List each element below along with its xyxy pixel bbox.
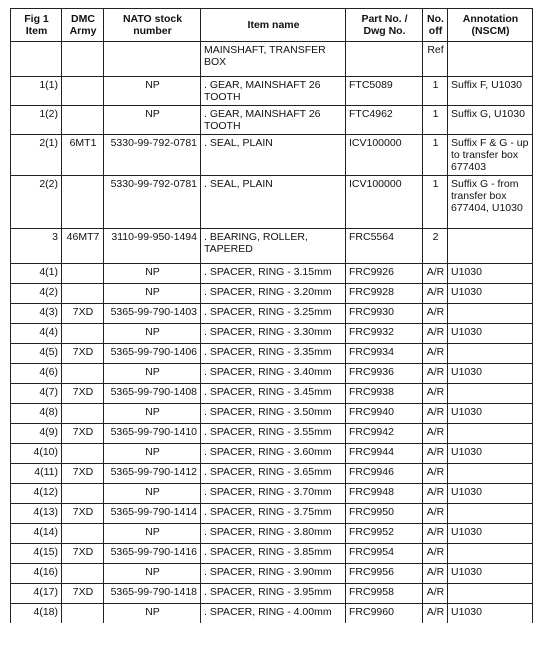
qty-cell: A/R bbox=[423, 444, 448, 464]
annotation-cell: U1030 bbox=[448, 564, 533, 584]
nsn-cell: 3110-99-950-1494 bbox=[104, 229, 201, 264]
dmc-cell: 7XD bbox=[62, 464, 104, 484]
part-no-cell: ICV100000 bbox=[346, 176, 423, 229]
dmc-cell bbox=[62, 564, 104, 584]
qty-cell: A/R bbox=[423, 584, 448, 604]
qty-cell: A/R bbox=[423, 604, 448, 624]
item-name-cell: . SPACER, RING - 3.45mm bbox=[201, 384, 346, 404]
dmc-cell: 7XD bbox=[62, 424, 104, 444]
table-row bbox=[11, 424, 533, 444]
nsn-cell: NP bbox=[104, 444, 201, 464]
nsn-cell: 5365-99-790-1406 bbox=[104, 344, 201, 364]
qty-cell: A/R bbox=[423, 304, 448, 324]
nsn-cell: NP bbox=[104, 284, 201, 304]
qty-cell: 1 bbox=[423, 106, 448, 135]
nsn-cell: 5365-99-790-1408 bbox=[104, 384, 201, 404]
dmc-cell bbox=[62, 284, 104, 304]
item-name-cell: . SPACER, RING - 3.60mm bbox=[201, 444, 346, 464]
nsn-cell: NP bbox=[104, 404, 201, 424]
qty-cell: 1 bbox=[423, 77, 448, 106]
table-row bbox=[11, 304, 533, 324]
dmc-cell: 7XD bbox=[62, 384, 104, 404]
nsn-cell: 5365-99-790-1414 bbox=[104, 504, 201, 524]
table-row bbox=[11, 504, 533, 524]
nsn-cell: NP bbox=[104, 604, 201, 624]
annotation-cell bbox=[448, 544, 533, 564]
nsn-cell: 5365-99-790-1412 bbox=[104, 464, 201, 484]
table-row bbox=[11, 364, 533, 384]
annotation-cell bbox=[448, 424, 533, 444]
table-row bbox=[11, 544, 533, 564]
nsn-cell: 5365-99-790-1410 bbox=[104, 424, 201, 444]
item-name-cell: . SPACER, RING - 3.25mm bbox=[201, 304, 346, 324]
fig-item-cell: 4(8) bbox=[11, 404, 62, 424]
item-name-cell: . BEARING, ROLLER, TAPERED bbox=[201, 229, 346, 264]
table-row bbox=[11, 464, 533, 484]
nsn-cell: 5365-99-790-1418 bbox=[104, 584, 201, 604]
annotation-cell: Suffix G, U1030 bbox=[448, 106, 533, 135]
qty-cell: A/R bbox=[423, 544, 448, 564]
dmc-cell: 7XD bbox=[62, 544, 104, 564]
item-name-cell: . GEAR, MAINSHAFT 26 TOOTH bbox=[201, 106, 346, 135]
annotation-cell bbox=[448, 584, 533, 604]
parts-list bbox=[10, 8, 533, 623]
item-name-cell: . SPACER, RING - 3.75mm bbox=[201, 504, 346, 524]
part-no-cell: FRC9958 bbox=[346, 584, 423, 604]
fig-item-cell: 4(1) bbox=[11, 264, 62, 284]
annotation-cell bbox=[448, 504, 533, 524]
table-row bbox=[11, 229, 533, 264]
dmc-cell bbox=[62, 524, 104, 544]
item-name-cell: . SPACER, RING - 3.70mm bbox=[201, 484, 346, 504]
annotation-cell: Suffix G - from transfer box 677404, U1030 bbox=[448, 176, 533, 229]
item-name-cell: . SPACER, RING - 3.90mm bbox=[201, 564, 346, 584]
annotation-cell: Suffix F & G - up to transfer box 677403 bbox=[448, 135, 533, 176]
annotation-cell: U1030 bbox=[448, 444, 533, 464]
qty-cell: A/R bbox=[423, 344, 448, 364]
item-name-cell: . SPACER, RING - 3.20mm bbox=[201, 284, 346, 304]
fig-item-cell: 4(3) bbox=[11, 304, 62, 324]
qty-cell: A/R bbox=[423, 324, 448, 344]
fig-item-cell: 4(17) bbox=[11, 584, 62, 604]
nsn-cell: NP bbox=[104, 264, 201, 284]
table-row bbox=[11, 176, 533, 229]
fig-item-cell bbox=[11, 42, 62, 77]
dmc-cell: 6MT1 bbox=[62, 135, 104, 176]
part-no-cell: FRC9932 bbox=[346, 324, 423, 344]
part-no-cell: FRC9940 bbox=[346, 404, 423, 424]
part-no-cell: FRC9950 bbox=[346, 504, 423, 524]
part-no-cell: FRC9960 bbox=[346, 604, 423, 624]
fig-item-cell: 4(15) bbox=[11, 544, 62, 564]
dmc-cell: 7XD bbox=[62, 304, 104, 324]
col-header-item-name: Item name bbox=[201, 9, 346, 42]
table-row bbox=[11, 284, 533, 304]
table-row bbox=[11, 264, 533, 284]
annotation-cell bbox=[448, 304, 533, 324]
nsn-cell: NP bbox=[104, 524, 201, 544]
fig-item-cell: 4(7) bbox=[11, 384, 62, 404]
item-name-cell: . SPACER, RING - 3.95mm bbox=[201, 584, 346, 604]
annotation-cell: U1030 bbox=[448, 604, 533, 624]
fig-item-cell: 4(2) bbox=[11, 284, 62, 304]
part-no-cell: FRC9942 bbox=[346, 424, 423, 444]
item-name-cell: . SEAL, PLAIN bbox=[201, 135, 346, 176]
annotation-cell: U1030 bbox=[448, 404, 533, 424]
fig-item-cell: 4(16) bbox=[11, 564, 62, 584]
table-row bbox=[11, 444, 533, 464]
part-no-cell: FRC9930 bbox=[346, 304, 423, 324]
item-name-cell: . SPACER, RING - 3.50mm bbox=[201, 404, 346, 424]
annotation-cell: U1030 bbox=[448, 284, 533, 304]
item-name-cell: MAINSHAFT, TRANSFER BOX bbox=[201, 42, 346, 77]
nsn-cell: NP bbox=[104, 364, 201, 384]
table-row bbox=[11, 524, 533, 544]
nsn-cell: 5330-99-792-0781 bbox=[104, 176, 201, 229]
table-row bbox=[11, 42, 533, 77]
nsn-cell: NP bbox=[104, 484, 201, 504]
fig-item-cell: 4(13) bbox=[11, 504, 62, 524]
part-no-cell: FRC9952 bbox=[346, 524, 423, 544]
dmc-cell: 7XD bbox=[62, 344, 104, 364]
qty-cell: A/R bbox=[423, 424, 448, 444]
part-no-cell: FTC5089 bbox=[346, 77, 423, 106]
qty-cell: 1 bbox=[423, 135, 448, 176]
fig-item-cell: 1(1) bbox=[11, 77, 62, 106]
item-name-cell: . SPACER, RING - 4.00mm bbox=[201, 604, 346, 624]
qty-cell: Ref bbox=[423, 42, 448, 77]
dmc-cell bbox=[62, 106, 104, 135]
dmc-cell bbox=[62, 404, 104, 424]
fig-item-cell: 4(6) bbox=[11, 364, 62, 384]
annotation-cell bbox=[448, 344, 533, 364]
annotation-cell: Suffix F, U1030 bbox=[448, 77, 533, 106]
fig-item-cell: 4(14) bbox=[11, 524, 62, 544]
annotation-cell: U1030 bbox=[448, 264, 533, 284]
col-header-annotation: Annotation (NSCM) bbox=[448, 9, 533, 42]
qty-cell: A/R bbox=[423, 264, 448, 284]
header-row bbox=[11, 9, 533, 42]
part-no-cell: FRC9934 bbox=[346, 344, 423, 364]
qty-cell: 2 bbox=[423, 229, 448, 264]
nsn-cell: NP bbox=[104, 564, 201, 584]
qty-cell: 1 bbox=[423, 176, 448, 229]
dmc-cell bbox=[62, 444, 104, 464]
fig-item-cell: 4(10) bbox=[11, 444, 62, 464]
dmc-cell: 46MT7 bbox=[62, 229, 104, 264]
part-no-cell: FRC9928 bbox=[346, 284, 423, 304]
nsn-cell: NP bbox=[104, 77, 201, 106]
dmc-cell bbox=[62, 324, 104, 344]
fig-item-cell: 4(5) bbox=[11, 344, 62, 364]
qty-cell: A/R bbox=[423, 404, 448, 424]
table-row bbox=[11, 324, 533, 344]
item-name-cell: . SPACER, RING - 3.55mm bbox=[201, 424, 346, 444]
part-no-cell: FTC4962 bbox=[346, 106, 423, 135]
part-no-cell: ICV100000 bbox=[346, 135, 423, 176]
table-row bbox=[11, 344, 533, 364]
qty-cell: A/R bbox=[423, 284, 448, 304]
item-name-cell: . SPACER, RING - 3.65mm bbox=[201, 464, 346, 484]
part-no-cell: FRC9944 bbox=[346, 444, 423, 464]
dmc-cell bbox=[62, 42, 104, 77]
col-header-dmc-army: DMC Army bbox=[62, 9, 104, 42]
qty-cell: A/R bbox=[423, 484, 448, 504]
table-row bbox=[11, 564, 533, 584]
table-row bbox=[11, 484, 533, 504]
table-row bbox=[11, 106, 533, 135]
annotation-cell: U1030 bbox=[448, 484, 533, 504]
item-name-cell: . GEAR, MAINSHAFT 26 TOOTH bbox=[201, 77, 346, 106]
fig-item-cell: 2(1) bbox=[11, 135, 62, 176]
nsn-cell: 5365-99-790-1403 bbox=[104, 304, 201, 324]
part-no-cell: FRC5564 bbox=[346, 229, 423, 264]
annotation-cell bbox=[448, 464, 533, 484]
col-header-nato-stock: NATO stock number bbox=[104, 9, 201, 42]
nsn-cell: 5365-99-790-1416 bbox=[104, 544, 201, 564]
part-no-cell: FRC9946 bbox=[346, 464, 423, 484]
fig-item-cell: 4(11) bbox=[11, 464, 62, 484]
dmc-cell bbox=[62, 264, 104, 284]
nsn-cell: NP bbox=[104, 106, 201, 135]
dmc-cell: 7XD bbox=[62, 584, 104, 604]
qty-cell: A/R bbox=[423, 364, 448, 384]
col-header-fig-item: Fig 1 Item bbox=[11, 9, 62, 42]
dmc-cell bbox=[62, 364, 104, 384]
table-row bbox=[11, 604, 533, 624]
item-name-cell: . SPACER, RING - 3.35mm bbox=[201, 344, 346, 364]
item-name-cell: . SPACER, RING - 3.15mm bbox=[201, 264, 346, 284]
parts-table bbox=[10, 8, 533, 623]
col-header-part-no: Part No. / Dwg No. bbox=[346, 9, 423, 42]
annotation-cell: U1030 bbox=[448, 324, 533, 344]
table-row bbox=[11, 384, 533, 404]
annotation-cell bbox=[448, 384, 533, 404]
annotation-cell: U1030 bbox=[448, 364, 533, 384]
part-no-cell: FRC9948 bbox=[346, 484, 423, 504]
part-no-cell bbox=[346, 42, 423, 77]
table-body bbox=[11, 42, 533, 624]
table-row bbox=[11, 584, 533, 604]
dmc-cell bbox=[62, 604, 104, 624]
fig-item-cell: 1(2) bbox=[11, 106, 62, 135]
nsn-cell: 5330-99-792-0781 bbox=[104, 135, 201, 176]
fig-item-cell: 4(12) bbox=[11, 484, 62, 504]
part-no-cell: FRC9938 bbox=[346, 384, 423, 404]
part-no-cell: FRC9936 bbox=[346, 364, 423, 384]
annotation-cell bbox=[448, 42, 533, 77]
col-header-no-off: No. off bbox=[423, 9, 448, 42]
annotation-cell bbox=[448, 229, 533, 264]
part-no-cell: FRC9926 bbox=[346, 264, 423, 284]
item-name-cell: . SEAL, PLAIN bbox=[201, 176, 346, 229]
qty-cell: A/R bbox=[423, 524, 448, 544]
fig-item-cell: 4(4) bbox=[11, 324, 62, 344]
dmc-cell bbox=[62, 77, 104, 106]
item-name-cell: . SPACER, RING - 3.30mm bbox=[201, 324, 346, 344]
fig-item-cell: 2(2) bbox=[11, 176, 62, 229]
table-row bbox=[11, 135, 533, 176]
qty-cell: A/R bbox=[423, 464, 448, 484]
fig-item-cell: 4(18) bbox=[11, 604, 62, 624]
qty-cell: A/R bbox=[423, 384, 448, 404]
table-row bbox=[11, 77, 533, 106]
qty-cell: A/R bbox=[423, 504, 448, 524]
fig-item-cell: 4(9) bbox=[11, 424, 62, 444]
dmc-cell bbox=[62, 484, 104, 504]
item-name-cell: . SPACER, RING - 3.85mm bbox=[201, 544, 346, 564]
annotation-cell: U1030 bbox=[448, 524, 533, 544]
table-row bbox=[11, 404, 533, 424]
item-name-cell: . SPACER, RING - 3.80mm bbox=[201, 524, 346, 544]
nsn-cell: NP bbox=[104, 324, 201, 344]
part-no-cell: FRC9956 bbox=[346, 564, 423, 584]
nsn-cell bbox=[104, 42, 201, 77]
dmc-cell: 7XD bbox=[62, 504, 104, 524]
dmc-cell bbox=[62, 176, 104, 229]
qty-cell: A/R bbox=[423, 564, 448, 584]
item-name-cell: . SPACER, RING - 3.40mm bbox=[201, 364, 346, 384]
part-no-cell: FRC9954 bbox=[346, 544, 423, 564]
fig-item-cell: 3 bbox=[11, 229, 62, 264]
